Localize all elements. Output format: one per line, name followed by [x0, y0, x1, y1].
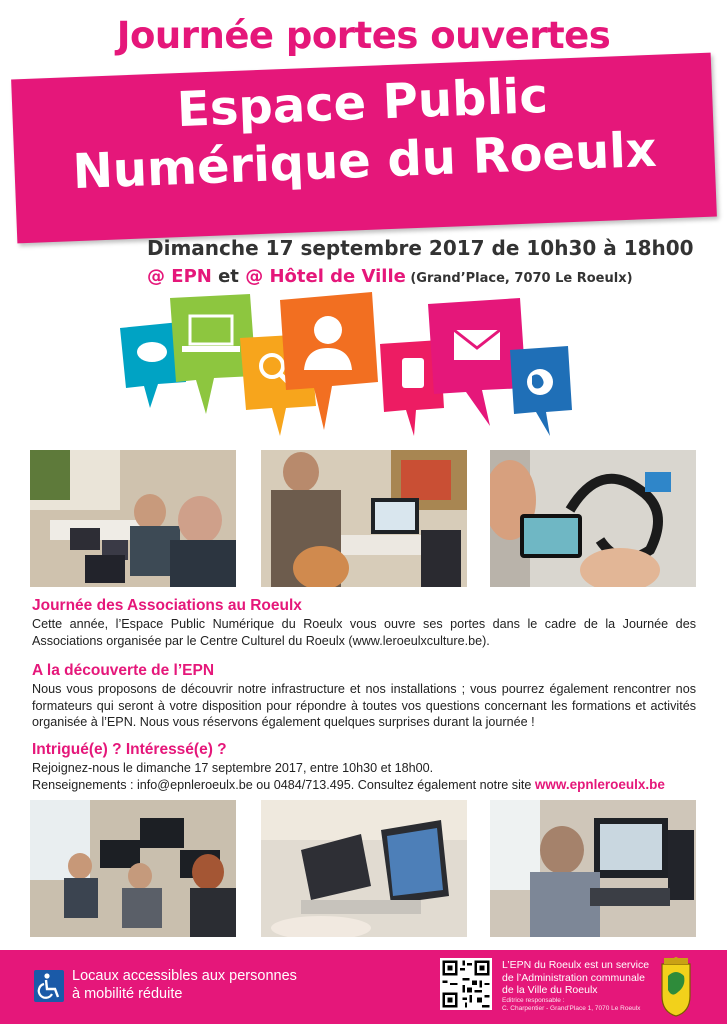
photo-training-room [30, 450, 236, 587]
service-line-1: L’EPN du Roeulx est un service [502, 959, 650, 971]
user-icon [280, 292, 378, 430]
editor-line-1: Editrice responsable : [502, 997, 565, 1004]
intrigued-line-1: Rejoignez-nous le dimanche 17 septembre 2017, entre 10h30 et 18h00. [32, 761, 434, 775]
photo-trainer-explaining [261, 450, 467, 587]
associations-body: Cette année, l’Espace Public Numérique du Roeulx vous ouvre ses portes dans le cadre de la Journée des Associations organisée par le Centre Culturel du Roeulx (www.leroeulxculture.be). [32, 617, 696, 648]
service-note [502, 959, 652, 997]
discovery-title: A la découverte de l’EPN [32, 662, 215, 679]
event-title: Journée portes ouvertes [116, 14, 611, 57]
footer-bar [0, 950, 727, 1024]
photo-child-headphones [490, 800, 696, 937]
globe-icon [510, 346, 572, 436]
place-epn: @ EPN [147, 266, 212, 287]
qr-code[interactable] [440, 958, 492, 1010]
event-date: Dimanche 17 septembre 2017 de 10h30 à 18h00 [147, 236, 694, 260]
place-address: (Grand’Place, 7070 Le Roeulx) [405, 271, 633, 286]
section-intrigued [32, 741, 696, 793]
banner-line-2: Numérique du Roeulx [71, 121, 658, 201]
editor-line-2: C. Charpentier - Grand’Place 1, 7070 Le Roeulx [502, 1005, 641, 1012]
section-associations [32, 597, 696, 649]
service-line-3: de la Ville du Roeulx [502, 984, 598, 996]
photo-kids-computers [30, 800, 236, 937]
photo-robot-tablet [490, 450, 696, 587]
accessibility-note [72, 967, 297, 1003]
wheelchair-icon [34, 970, 64, 1002]
section-discovery [32, 662, 696, 731]
intrigued-title: Intrigué(e) ? Intéressé(e) ? [32, 741, 227, 758]
accessibility-line-1: Locaux accessibles aux personnes [72, 968, 297, 984]
website-link[interactable]: www.epnleroeulx.be [534, 776, 665, 792]
contact-info: Renseignements : info@epnleroeulx.be ou 0484/713.495. Consultez également notre site [32, 777, 535, 792]
editor-note [502, 997, 652, 1013]
service-line-2: de l’Administration communale [502, 971, 645, 984]
discovery-body: Nous vous proposons de découvrir notre infrastructure et nos installations ; vous pourrez également rencontrer nos formateurs qui seront à votre disposition pour répondre à toutes vos questions concernant les formations et activités organisée à l’EPN. Nous vous réservons également quelques surprises durant la journée ! [32, 682, 696, 729]
place-and: et [211, 266, 246, 287]
city-crest-icon [656, 956, 696, 1018]
accessibility-line-2: à mobilité réduite [72, 986, 183, 1002]
photo-laptops [261, 800, 467, 937]
speech-bubbles-illustration [110, 290, 580, 440]
event-place [147, 266, 633, 287]
intrigued-line-2 [32, 777, 696, 794]
place-hotel-de-ville: @ Hôtel de Ville [245, 266, 406, 287]
associations-title: Journée des Associations au Roeulx [32, 597, 302, 614]
banner-line-1: Espace Public [175, 67, 549, 139]
